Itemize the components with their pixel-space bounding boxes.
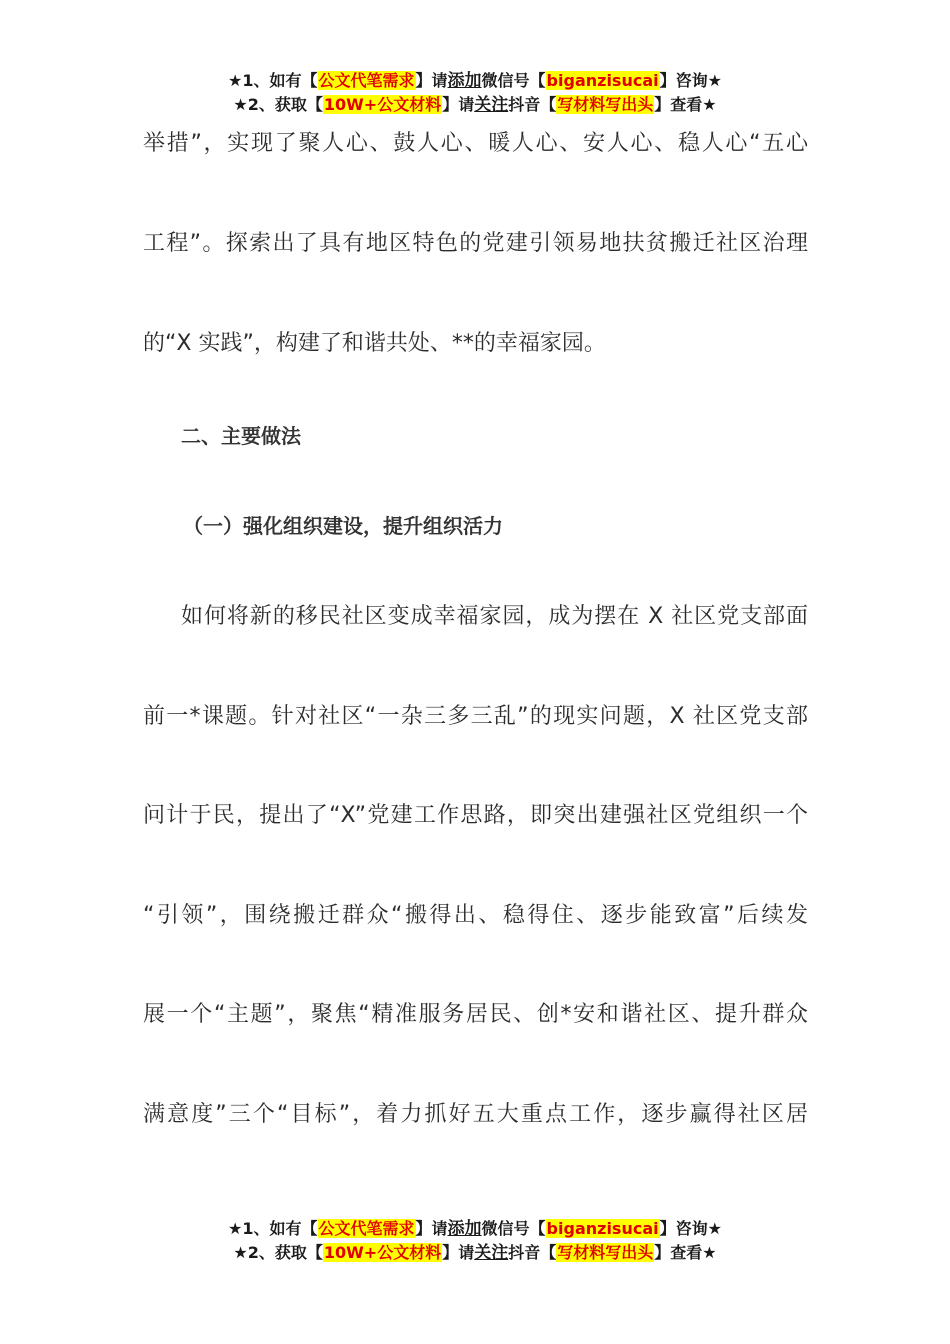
header-promo: [0, 69, 950, 117]
promo-text: 】查看★: [654, 95, 717, 114]
douyin-id-highlight: 写材料写出头: [557, 1243, 654, 1262]
promo-highlight: 10W+公文材料: [323, 95, 442, 114]
promo-text: 抖音【: [508, 95, 557, 114]
body-line: 问计于民，提出了“X”党建工作思路，即突出建强社区党组织一个: [143, 803, 808, 828]
wechat-id-highlight: biganzisucai: [546, 71, 659, 90]
body-line: 的“X 实践”，构建了和谐共处、**的幸福家园。: [143, 331, 606, 356]
promo-line-2: [0, 93, 950, 117]
promo-text: 】请: [415, 1219, 448, 1238]
promo-underline: 添加: [447, 71, 482, 91]
promo-line-1: [0, 1217, 950, 1241]
subsection-heading: （一）强化组织建设，提升组织活力: [183, 514, 503, 538]
promo-text: ★2、获取【: [233, 95, 323, 114]
promo-text: 】请: [442, 1243, 475, 1262]
promo-text: 微信号【: [481, 1219, 546, 1238]
body-line: 如何将新的移民社区变成幸福家园，成为摆在 X 社区党支部面: [181, 604, 808, 629]
promo-text: 】咨询★: [659, 71, 722, 90]
body-line: 满意度”三个“目标”，着力抓好五大重点工作，逐步赢得社区居: [143, 1102, 808, 1127]
body-line: “引领”，围绕搬迁群众“搬得出、稳得住、逐步能致富”后续发: [143, 903, 808, 928]
promo-line-2: [0, 1241, 950, 1265]
douyin-id-highlight: 写材料写出头: [557, 95, 654, 114]
promo-underline: 关注: [474, 1243, 509, 1263]
body-line: 前一*课题。针对社区“一杂三多三乱”的现实问题，X 社区党支部: [143, 704, 808, 729]
body-line: 举措”，实现了聚人心、鼓人心、暖人心、安人心、稳人心“五心: [143, 131, 808, 156]
promo-line-1: [0, 69, 950, 93]
promo-text: 】查看★: [654, 1243, 717, 1262]
promo-text: 抖音【: [508, 1243, 557, 1262]
promo-highlight: 10W+公文材料: [323, 1243, 442, 1262]
promo-text: 微信号【: [481, 71, 546, 90]
promo-underline: 关注: [474, 95, 509, 115]
section-heading: 二、主要做法: [181, 424, 301, 448]
promo-highlight: 公文代笔需求: [318, 1219, 415, 1238]
body-line: 展一个“主题”，聚焦“精准服务居民、创*安和谐社区、提升群众: [143, 1002, 808, 1027]
promo-text: ★1、如有【: [228, 1219, 318, 1238]
promo-text: ★2、获取【: [233, 1243, 323, 1262]
footer-promo: [0, 1217, 950, 1265]
promo-highlight: 公文代笔需求: [318, 71, 415, 90]
promo-text: 】咨询★: [659, 1219, 722, 1238]
wechat-id-highlight: biganzisucai: [546, 1219, 659, 1238]
promo-text: ★1、如有【: [228, 71, 318, 90]
promo-text: 】请: [415, 71, 448, 90]
promo-text: 】请: [442, 95, 475, 114]
promo-underline: 添加: [447, 1219, 482, 1239]
body-line: 工程”。探索出了具有地区特色的党建引领易地扶贫搬迁社区治理: [143, 231, 808, 256]
